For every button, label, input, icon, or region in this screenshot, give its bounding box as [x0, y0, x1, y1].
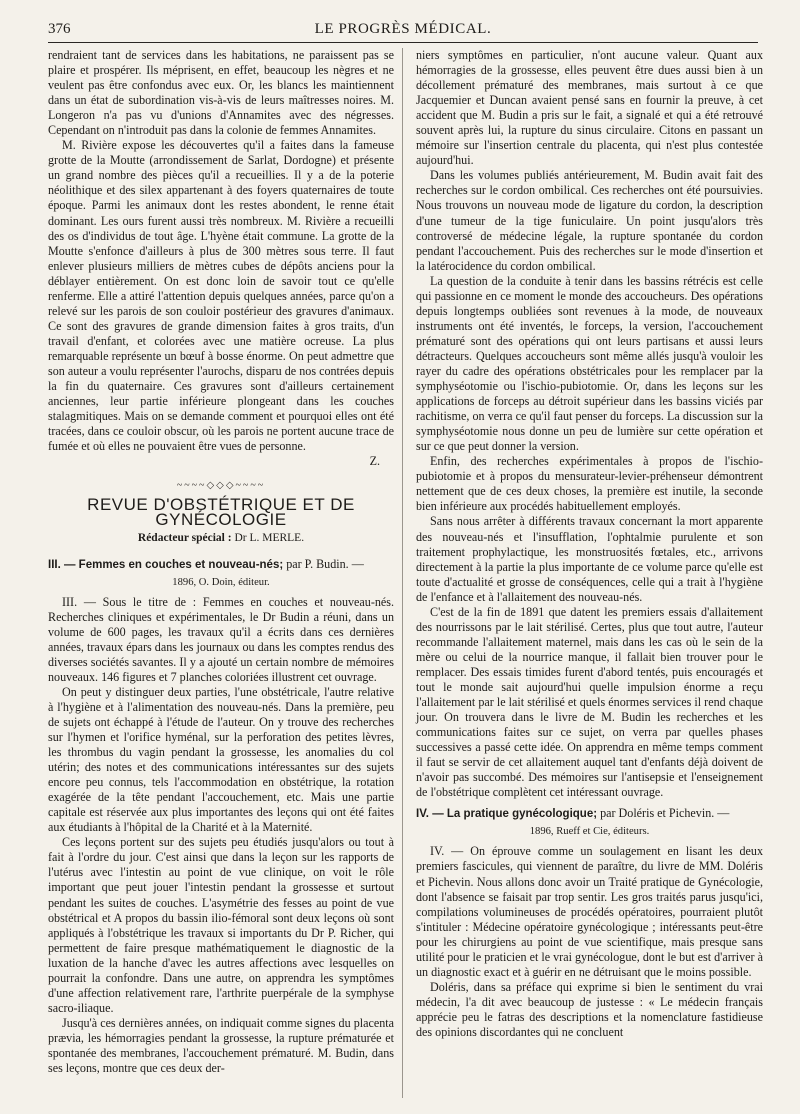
right-column	[416, 48, 763, 1040]
paragraph: Ces leçons portent sur des sujets peu étudiés jusqu'alors ou tout à fait à l'ordre du jour. C'est ainsi que dans la leçon sur les rapports de l'utérus avec l'intestin au point de vue clinique, on voit le rôle important que peut jouer l'intestin pendant la grossesse et surtout pendant les suites de couches. L'asymétrie des fesses au point de vue obstétrical et A propos du bassin ilio-fémoral sont deux leçons où sont appliqués à l'obstétrique les travaux si importants du Dr P. Richer, qui permettent de faire presque mathématiquement le diagnostic de la luxation de la hanche d'avec les autres affections avec lesquelles on pourrait la confondre. Dans une autre, on apprendra les symptômes d'une affection relativement rare, l'arthrite puerpérale de la symphyse sacro-iliaque.	[48, 835, 394, 1015]
paragraph: On peut y distinguer deux parties, l'une obstétricale, l'autre relative à l'hygiène et à l'alimentation des nouveau-nés. Dans la première, peu de sujets ont échappé à l'étude de l'auteur. On y trouve des recherches sur l'hymen et l'orifice hyménal, sur la perforation des petites lèvres, les thrombus du vagin pendant la grossesse, les anomalies du col utérin; des notes et des communications intéressantes sur des sujets encore peu connus, tels l'accommodation en obstétrique, la rotation exagérée de la tête pendant l'accouchement, etc. Mais une partie capitale est réservée aux plus importantes des leçons qui ont été faites aux étudiants à l'hôpital de la Charité et à la Maternité.	[48, 684, 394, 835]
section-title: REVUE D'OBSTÉTRIQUE ET DE GYNÉCOLOGIE	[87, 495, 355, 530]
review-author: par Doléris et Pichevin. —	[600, 806, 730, 821]
review-title: III. — Femmes en couches et nouveau-nés;	[48, 558, 284, 571]
review-author: par P. Budin. —	[286, 556, 364, 571]
paragraph: C'est de la fin de 1891 que datent les premiers essais d'allaitement des nourrissons par le lait stérilisé. Certes, plus que tout autre, l'auteur recommande l'allaitement maternel, mais dans les cas où le sein de la mère ou celui de la nourrice manque, il fallait bien trouver pour le remplacer. Des essais timides furent d'abord tentés, puis encouragés et tout le monde sait aujourd'hui quelle impulsion énorme a reçu l'allaitement par le lait stérilisé et quels énormes services il rend chaque jour. On trouvera dans le livre de M. Budin les recherches et les communications faites sur ce sujet, on verra par quelles phases successives a passé cette idée. On apprendra en même temps comment il faut se servir de cet allaitement auquel tant d'enfants déjà doivent de n'avoir pas succombé. Des mémoires sur l'antisepsie et l'enseignement de l'obstétrique complètent cet intéressant ouvrage.	[416, 604, 763, 800]
paragraph: rendraient tant de services dans les habitations, ne paraissent pas se plaire et prospérer. Ils méprisent, en effet, beaucoup les nègres et ne veulent pas être confondus avec eux. Or, les blancs les maintiennent dans un état de subordination vis-à-vis de leurs maîtresses noires. M. Longeron n'a pas vu d'unions d'Annamites avec des négresses. Cependant on n'introduit pas dans la colonie de femmes Annamites.	[48, 48, 394, 138]
page-number: 376	[48, 21, 71, 37]
review-heading	[48, 557, 394, 573]
section-editor	[48, 531, 394, 546]
page-header	[48, 20, 758, 43]
paragraph: Dans les volumes publiés antérieurement, M. Budin avait fait des recherches sur le cordon ombilical. Ces recherches ont été poursuivies. Nous trouvons un nouveau mode de ligature du cordon, la description d'une tumeur de la tige funiculaire. Un point jusqu'alors très controversé de médecine légale, la rupture spontanée du cordon pendant l'accouchement. Puis des recherches sur le mode d'insertion et la latérocidence du cordon ombilical.	[416, 168, 763, 273]
paragraph: Jusqu'à ces dernières années, on indiquait comme signes du placenta prævia, les hémorragies pendant la grossesse, la rupture prématurée et spontanée des membranes, l'accouchement prématuré. M. Budin, dans ses leçons, montre que ces deux der-	[48, 1015, 394, 1076]
review-heading	[416, 806, 763, 822]
section-ornament: ~~~~◇◇◇~~~~	[176, 480, 266, 492]
paragraph: Doléris, dans sa préface qui exprime si bien le sentiment du vrai médecin, l'a dit avec beaucoup de justesse : « Le médecin français apprécie peu le fatras des descriptions et la nomenclature fastidieuse des opinions discordantes qui ne concluent	[416, 979, 763, 1039]
column-divider	[402, 48, 403, 1098]
running-title: LE PROGRÈS MÉDICAL.	[314, 21, 492, 37]
paragraph: III. — Sous le titre de : Femmes en couches et nouveau-nés. Recherches cliniques et expérimentales, le Dr Budin a réuni, dans un volume de 600 pages, les travaux qu'il a écrits dans ces dernières années, travaux épars dans les journaux ou dans les comptes rendus des diverses sociétés savantes. Il y a ajouté un certain nombre de mémoires nouveaux. 146 figures et 7 planches coloriées illustrent cet ouvrage.	[48, 594, 394, 684]
paragraph: niers symptômes en particulier, n'ont aucune valeur. Quant aux hémorragies de la grossesse, elles peuvent être dues aussi bien à un décollement prématuré des membranes, mais surtout à ce que Jacquemier et Duncan avaient pensé sans en fournir la preuve, à cet accident que M. Budin a pris sur le fait, a signalé et qui a été retrouvé souvent après lui, la rupture du sinus circulaire. Citons en passant un mémoire sur l'insertion centrale du placenta, qui n'est plus contestée aujourd'hui.	[416, 48, 763, 168]
left-column	[48, 48, 394, 1076]
review-title: IV. — La pratique gynécologique;	[416, 808, 598, 821]
editor-name: Dr L. MERLE.	[234, 532, 305, 545]
paragraph: Sans nous arrêter à différents travaux concernant la mort apparente des nouveau-nés et l'insufflation, l'ophtalmie purulente et son traitement prophylactique, les monstruosités fœtales, etc., arrivons directement à la partie la plus importante de ce volume parce qu'elle est toute d'actualité et grosse de conséquences, celle qui a trait à l'hygiène de l'enfance et à l'allaitement des nouveau-nés.	[416, 514, 763, 604]
paragraph: Enfin, des recherches expérimentales à propos de l'ischio-pubiotomie et à propos du mensurateur-levier-préhenseur démontrent nettement que de ces deux choses, la première est inutile, la seconde bien inférieure aux procédés habituellement employés.	[416, 454, 763, 514]
review-publisher: 1896, Rueff et Cie, éditeurs.	[529, 826, 650, 838]
paragraph: IV. — On éprouve comme un soulagement en lisant les deux premiers fascicules, qui viennent de paraître, du livre de MM. Doléris et Pichevin. Nous allons donc avoir un Traité pratique de Gynécologie, dont l'absence se faisait par trop sentir. Les gros traités parus jusqu'ici, compilations volumineuses de procédés opératoires, pourraient plutôt s'intituler : Médecine opératoire gynécologique ; intéressants peut-être pour les chirurgiens au point de vue scientifique, mais presque sans utilité pour le praticien et le vrai gynécologue, dont le but est d'arriver à un diagnostic exact et à guérir en ne détruisant que le moins possible.	[416, 844, 763, 979]
signature: Z.	[369, 454, 380, 469]
paragraph: La question de la conduite à tenir dans les bassins rétrécis est celle qui passionne en ce moment le monde des accoucheurs. Des opérations depuis longtemps oubliées sont revenues à la mode, de nouveaux instruments ont été inventés, le forceps, la version, l'accouchement prématuré sont des opérations qui ont leurs partisans et aussi leurs détracteurs. Quelques accoucheurs sont même allés jusqu'à vouloir les rayer du cadre des opérations obstétricales pour les remplacer par la symphyséotomie ou l'ischio-pubiotomie. Or, dans les leçons sur les applications de forceps au détroit supérieur dans les bassins viciés par rachitisme, on verra ce qu'il faut penser du forceps. La discussion sur la symphyséotomie nous donne un peu de lumière sur cette opération et sur ce que peut donner la version.	[416, 273, 763, 454]
editor-label: Rédacteur spécial :	[137, 532, 232, 545]
review-publisher: 1896, O. Doin, éditeur.	[172, 576, 270, 588]
paragraph: M. Rivière expose les découvertes qu'il a faites dans la fameuse grotte de la Moutte (arrondissement de Sarlat, Dordogne) et présente un grand nombre des pièces qu'il a recueillies. Il y a de la poterie néolithique et des silex appartenant à des foyers quaternaires de toute époque. Parmi les animaux dont les restes abondent, le renne était dominant. Les ours furent aussi très nombreux. M. Rivière a recueilli des os d'individus de tout âge. L'hyène était commune. La grotte de la Moutte s'enfonce d'ailleurs à plus de 300 mètres sous terre. Il faut enlever plusieurs milliers de mètres cubes de dépôts anciens pour la déblayer entièrement. On est donc loin de savoir tout ce qu'elle renferme. Elle a attiré l'attention depuis quelques années, parce qu'on a relevé sur les parois de son couloir postérieur des gravures d'animaux. Ce sont des gravures de grande dimension faites à gros traits, d'un travail d'enfant, et colorées avec une matière ocreuse. La plus remarquable représente un bœuf à bosse énorme. On peut admettre que son auteur a voulu représenter l'aurochs, disparu de nos contrées depuis la fin du quaternaire. Ces gravures sont d'ailleurs certainement anciennes, leur partie inférieure plongeant dans les couches stalagmitiques. Mais on se demande comment et pourquoi elles ont été tracées, dans ce couloir obscur, où les parois ne portent aucune trace de fumée et où elles ne pouvaient être vues de personne.	[48, 138, 394, 454]
